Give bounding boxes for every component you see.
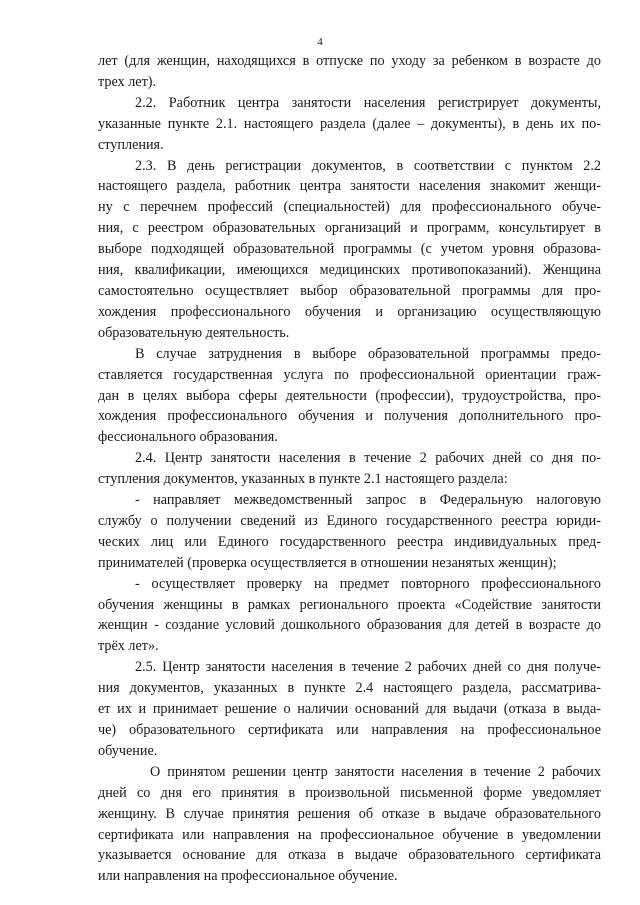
paragraph: [98, 490, 601, 574]
paragraph: [98, 156, 601, 344]
text-line: 2.2. Работник центра занятости населения регистрирует документы,: [135, 94, 601, 111]
paragraph: [98, 51, 601, 93]
text-line: выборе подходящей образовательной программы (с учетом уровня образова-: [98, 241, 601, 258]
paragraph: [98, 657, 601, 762]
text-line: 2.3. В день регистрации документов, в соответствии с пунктом 2.2: [135, 157, 601, 174]
text-line: ну с перечнем профессий (специальностей) для профессионального обуче-: [98, 199, 601, 216]
text-line: ступления.: [98, 136, 164, 153]
text-line: лет (для женщин, находящихся в отпуске по уходу за ребенком в возрасте до: [98, 53, 601, 69]
document-body: [98, 51, 601, 887]
text-line: ступления документов, указанных в пункте 2.1 настоящего раздела:: [98, 471, 508, 488]
text-line: ческих лиц или Единого государственного реестра индивидуальных пред-: [98, 533, 601, 550]
text-line: или направления на профессиональное обучение.: [98, 868, 398, 885]
text-line: настоящего раздела, работник центра занятости населения знакомит женщи-: [98, 178, 601, 195]
text-line: ет их и принимает решение о наличии оснований для выдачи (отказа в выда-: [98, 701, 601, 718]
text-line: дан в целях выбора сферы деятельности (профессии), трудоустройства, про-: [98, 387, 601, 404]
paragraph: [98, 344, 601, 449]
text-line: 2.4. Центр занятости населения в течение 2 рабочих дней со дня по-: [135, 450, 601, 467]
text-line: службу о получении сведений из Единого государственного реестра юриди-: [98, 512, 601, 529]
text-line: женщину. В случае принятия решения об отказе в выдаче образовательного: [98, 805, 601, 822]
text-line: хождения профессионального обучения и организацию осуществляющую: [98, 303, 601, 320]
text-line: обучения женщины в рамках регионального проекта «Содействие занятости: [98, 596, 601, 613]
text-line: трех лет).: [98, 73, 157, 90]
text-line: принимателей (проверка осуществляется в отношении незанятых женщин);: [98, 554, 557, 571]
text-line: че) образовательного сертификата или направления на профессиональное: [98, 722, 601, 738]
text-line: ставляется государственная услуга по профессиональной ориентации граж-: [98, 366, 601, 383]
text-line: О принятом решении центр занятости населения в течение 2 рабочих: [150, 763, 601, 780]
paragraph: [98, 574, 601, 658]
text-line: 2.5. Центр занятости населения в течение 2 рабочих дней со дня получе-: [135, 659, 601, 676]
paragraph: [98, 448, 601, 490]
text-line: дней со дня его принятия в произвольной письменной форме уведомляет: [98, 784, 601, 801]
page-number: 4: [317, 36, 323, 48]
text-line: образовательную деятельность.: [98, 324, 290, 341]
text-line: В случае затруднения в выборе образовательной программы предо-: [135, 345, 601, 362]
text-line: женщин - создание условий дошкольного образования для детей в возрасте до: [98, 617, 601, 634]
text-line: ния, квалификации, имеющихся медицинских противопоказаний). Женщина: [98, 262, 601, 279]
text-line: сертификата или направления на профессиональное обучение в уведомлении: [98, 826, 601, 843]
text-line: трёх лет».: [98, 638, 159, 655]
text-line: указывается основание для отказа в выдаче образовательного сертификата: [98, 847, 601, 864]
paragraph: [98, 93, 601, 156]
text-line: обучение.: [98, 742, 158, 759]
text-line: указанные пункте 2.1. настоящего раздела (далее – документы), в день их по-: [98, 115, 601, 132]
text-line: ния документов, указанных в пункте 2.4 настоящего раздела, рассматрива-: [98, 680, 601, 697]
text-line: - осуществляет проверку на предмет повторного профессионального: [135, 575, 601, 592]
text-line: хождения профессионального обучения и получения дополнительного про-: [98, 408, 601, 425]
text-line: самостоятельно осуществляет выбор образовательной программы для про-: [98, 282, 601, 299]
text-line: фессионального образования.: [98, 429, 278, 446]
text-line: - направляет межведомственный запрос в Федеральную налоговую: [135, 492, 601, 509]
text-line: ния, с реестром образовательных организаций и программ, консультирует в: [98, 220, 601, 237]
paragraph: [98, 762, 601, 887]
